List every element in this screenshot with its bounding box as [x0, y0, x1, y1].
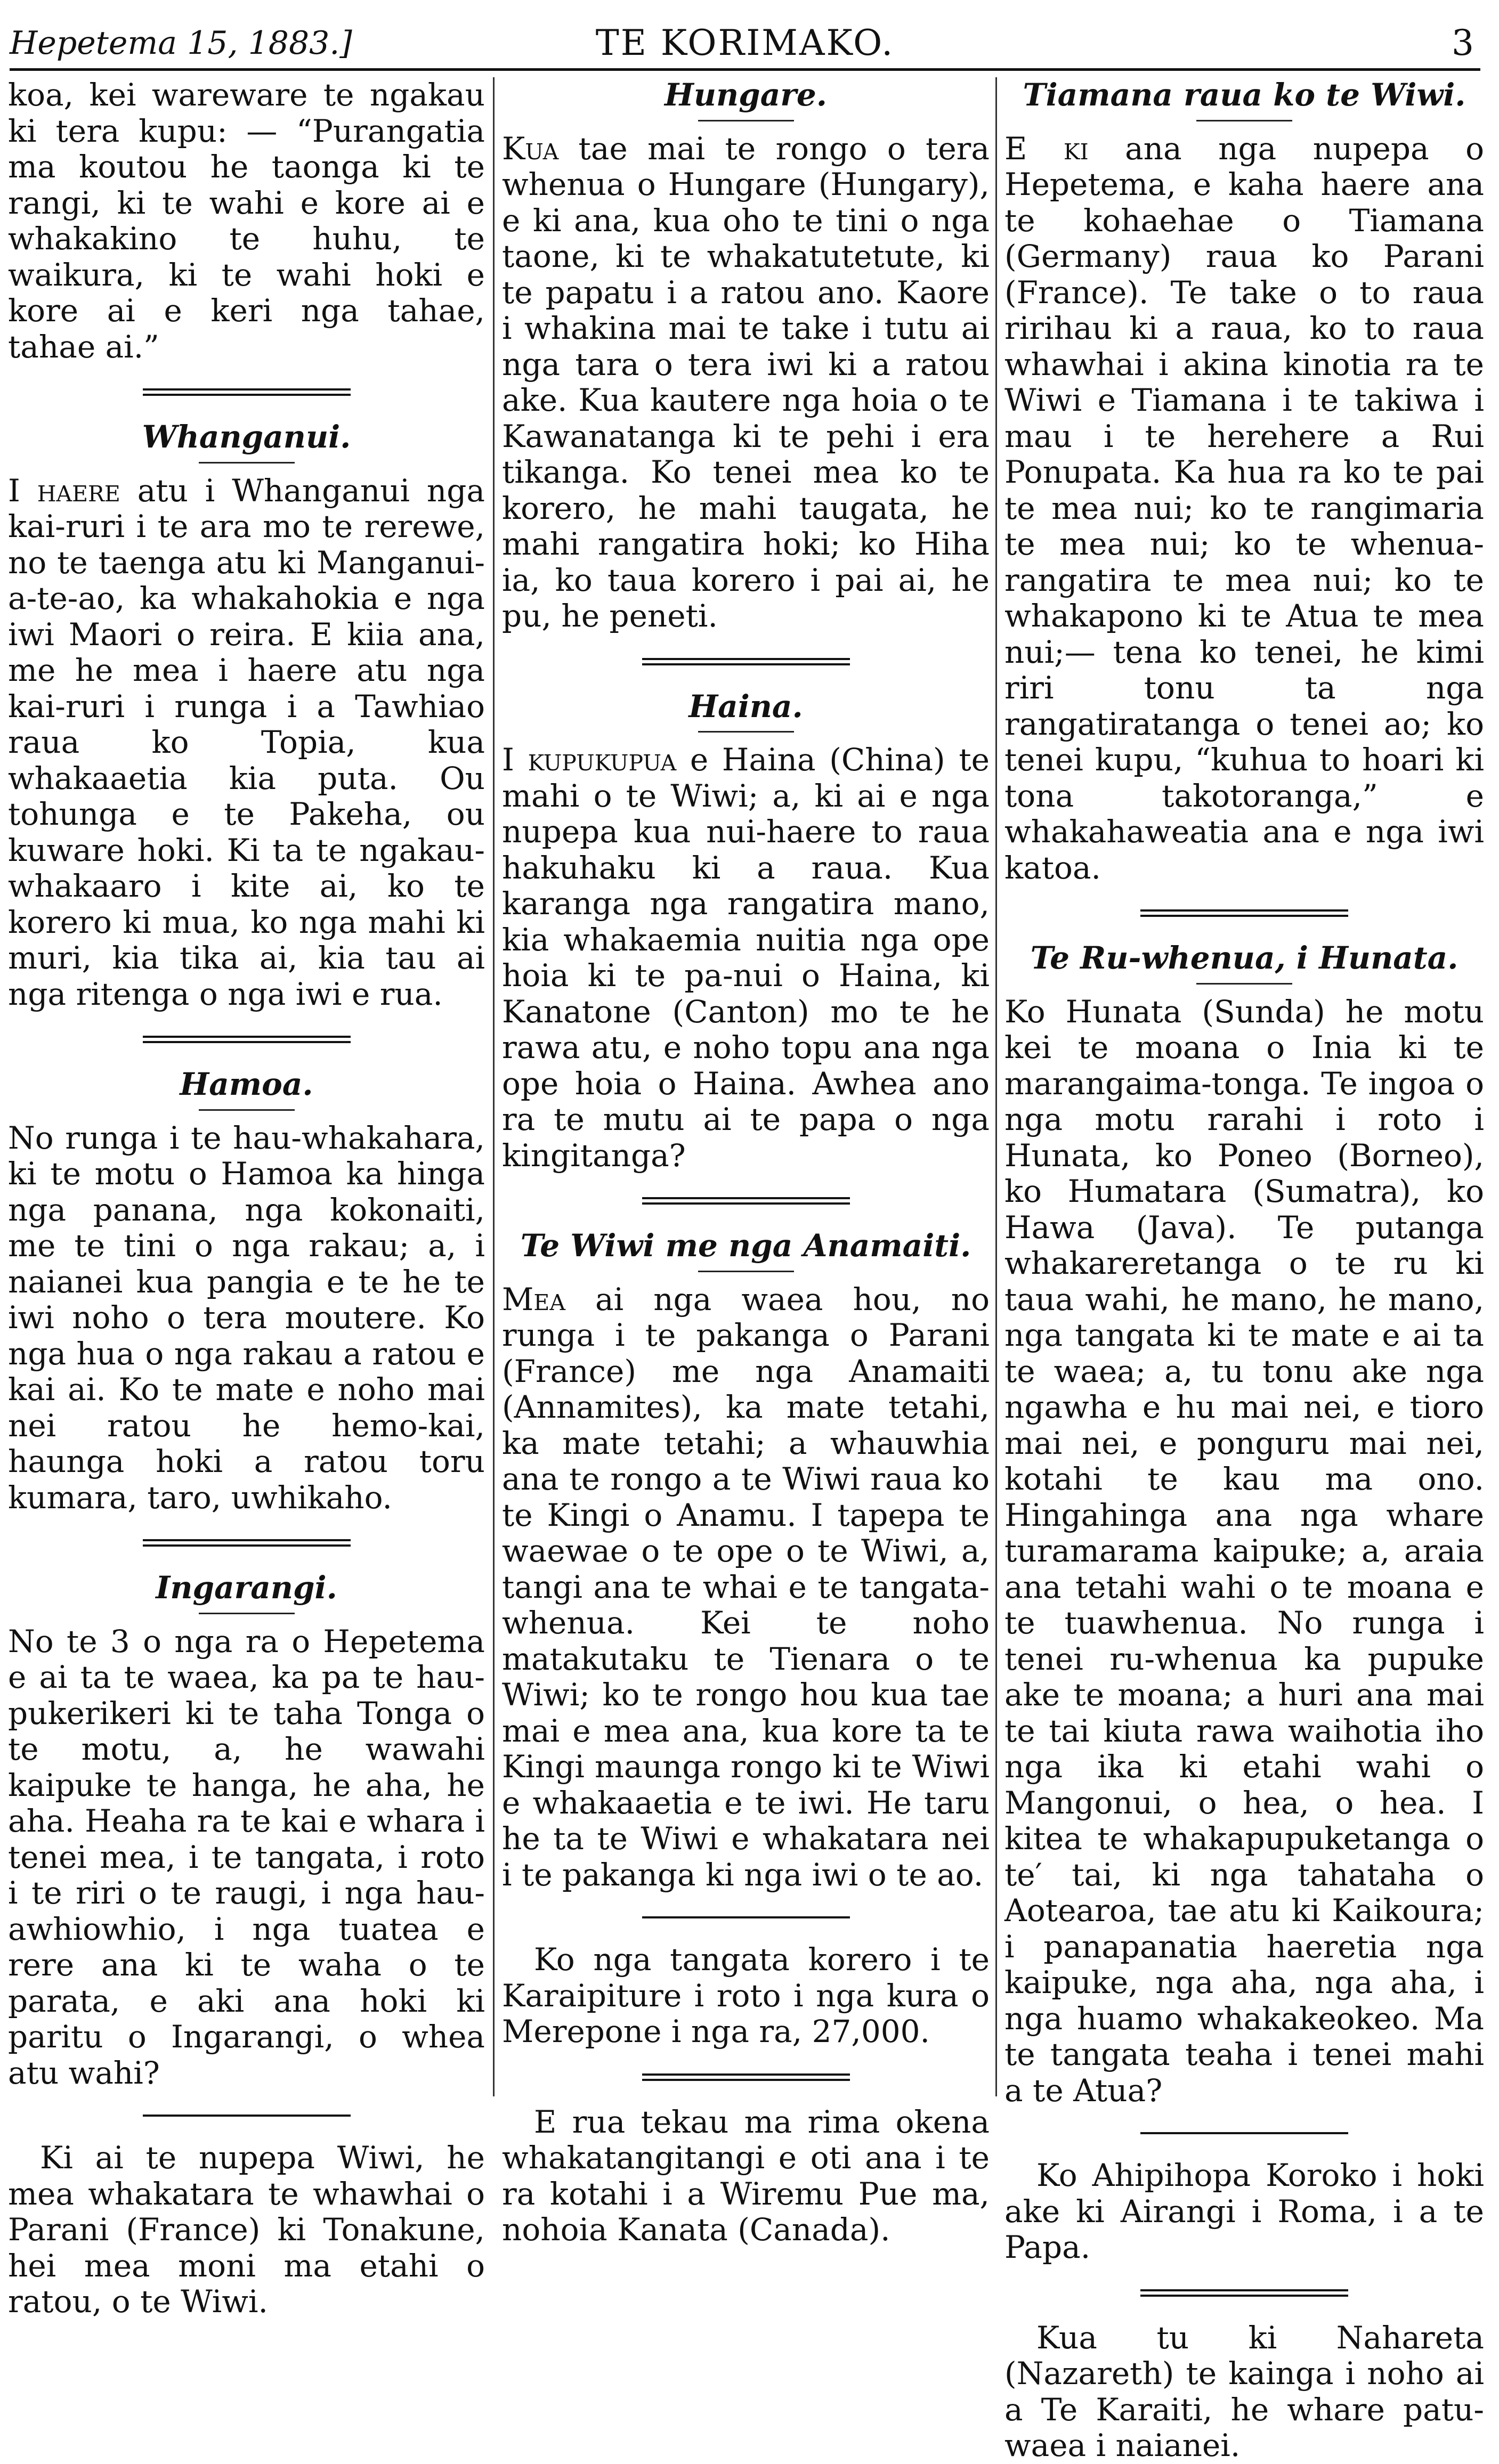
article-paragraph — [8, 473, 485, 1013]
article-paragraph — [1004, 994, 1484, 2109]
article-paragraph — [502, 2104, 990, 2248]
body-text: E rua tekau ma rima okena whakatangitangi e oti ana i te ra kotahi i a Wiremu Pue ma, nohoia Kanata (Canada). — [502, 2103, 990, 2248]
article-paragraph — [502, 742, 990, 1174]
newspaper-title: TE KORIMAKO. — [595, 22, 895, 63]
body-text: e Haina (China) te mahi o te Wiwi; a, ki ai e nga nupepa kua nui-haere to raua hakuhaku ki a raua. Kua karanga nga rangatira mano, kia whakaemia nuitia nga ope hoia ki te pa-nui o Haina, ki Kanatone (Canton) mo te he rawa atu, e noho topu ana nga ope hoia o Haina. Awhea ano ra te mutu ai te papa o nga kingitanga? — [502, 742, 990, 1174]
article-paragraph — [502, 1282, 990, 1893]
column-3 — [1004, 77, 1485, 2463]
body-text: Ko nga tangata korero i te Karaipiture i roto i nga kura o Merepone i nga ra, 27,000. — [502, 1941, 990, 2050]
body-text: No te 3 o nga ra o Hepetema e ai ta te waea, ka pa te hau-pukerikeri ki te taha Tonga o te motu, a, he wawahi kaipuke te hanga, he aha, he aha. Heaha ra te kai e whara i tenei mea, i te tangata, i roto i te riri o te raugi, i nga hau-awhiowhio, i nga tuatea e rere ana ki te waha o te parata, e aki ana hoki ki paritu o Ingarangi, o whea atu wahi? — [8, 1623, 485, 2091]
page-number: 3 — [1452, 22, 1474, 63]
heading-underline — [199, 462, 295, 463]
masthead — [10, 20, 1480, 71]
section-rule — [143, 2115, 351, 2117]
heading-underline — [698, 731, 794, 733]
section-double-rule — [1140, 909, 1348, 917]
heading-underline — [698, 1271, 794, 1272]
section-double-rule — [143, 1036, 351, 1043]
section-rule — [1140, 2132, 1348, 2134]
column-divider — [493, 77, 495, 2096]
body-text: No runga i te hau-whakahara, ki te motu o Hamoa ka hinga nga panana, nga kokonaiti, me te tini o nga rakau; a, i naianei kua pangia e te he te iwi noho o tera moutere. Ko nga hua o nga rakau a ratou e kai ai. Ko te mate e noho mai nei ratou he hemo-kai, haunga hoki a ratou toru kumara, taro, uwhikaho. — [8, 1119, 485, 1516]
body-text: tae mai te rongo o tera whenua o Hungare (Hungary), e ki ana, kua oho te tini o nga taone, ki te whakatutetute, ki te papatu i a ratou ano. Kaore i whakina mai te take i tutu ai nga tara o tera iwi ki a ratou ake. Kua kautere nga hoia o te Kawanatanga ki te pehi i era tikanga. Ko tenei mea ko te korero, he mahi taugata, he mahi rangatira hoki; ko Hiha ia, ko taua korero i pai ai, he pu, he peneti. — [502, 130, 990, 634]
section-rule — [642, 1916, 850, 1918]
article-heading: Hungare. — [665, 77, 827, 113]
body-text: Ki ai te nupepa Wiwi, he mea whakatara te whawhai o Parani (France) ki Tonakune, hei mea moni ma etahi o ratou, o te Wiwi. — [8, 2140, 485, 2320]
article-paragraph — [502, 131, 990, 635]
heading-underline — [1196, 120, 1292, 121]
article-paragraph — [1004, 2320, 1484, 2464]
body-text: koa, kei wareware te ngakau ki tera kupu: — “Purangatia ma koutou he taonga ki te rangi, ki te wahi e kore ai e whakakino te huhu, te waikura, ki te wahi hoki e kore ai e keri nga tahae, tahae ai.” — [8, 77, 485, 365]
section-double-rule — [642, 2073, 850, 2081]
article-heading: Te Wiwi me nga Anamaiti. — [520, 1227, 971, 1264]
body-text: atu i Whanganui nga kai-ruri i te ara mo te rerewe, no te taenga atu ki Manganui-a-te-ao, ka whakahokia e nga iwi Maori o reira. E kiia ana, me he mea i haere atu nga kai-ruri i runga i a Tawhiao raua ko Topia, kua whakaaetia kia puta. Ou tohunga e te Pakeha, ou kuware hoki. Ki ta te ngakau-whakaaro i kite ai, ko te korero ki mua, ko nga mahi ki muri, kia tika ai, kia tau ai nga ritenga o nga iwi e rua. — [8, 472, 485, 1012]
body-text: ana nga nupepa o Hepetema, e kaha haere ana te kohaehae o Tiamana (Germany) raua ko Parani (France). Te take o to raua ririhau ki a raua, ko to raua whawhai i akina kinotia ra te Wiwi e Tiamana i te takiwa i mau i te herehere a Rui Ponupata. Ka hua ra ko te pai te mea nui; ko te rangimaria te mea nui; ko te whenua-rangatira te mea nui; ko te whakapono ki te Atua te mea nui;— tena ko tenei, he kimi riri tonu ta nga rangatiratanga o tenei ao; ko tenei kupu, “kuhua to hoari ki tona takotoranga,” e whakahaweatia ana e nga iwi katoa. — [1004, 130, 1485, 886]
heading-underline — [1196, 983, 1292, 985]
article-heading: Hamoa. — [180, 1066, 313, 1102]
lead-words: Kua — [502, 130, 559, 167]
article-paragraph — [502, 1942, 990, 2050]
body-text: Kua tu ki Nahareta (Nazareth) te kainga i noho ai a Te Karaiti, he whare patu-waea i naianei. — [1004, 2319, 1484, 2463]
lead-words: I haere — [8, 472, 120, 509]
section-double-rule — [642, 658, 850, 665]
article-heading: Ingarangi. — [156, 1570, 337, 1606]
column-2 — [502, 77, 990, 2248]
body-text: Ko Ahipihopa Koroko i hoki ake ki Airangi i Roma, i a te Papa. — [1004, 2157, 1484, 2265]
body-text: Ko Hunata (Sunda) he motu kei te moana o Inia ki te marangaima-tonga. Te ingoa o nga motu rarahi i roto i Hunata, ko Poneo (Borneo), ko Humatara (Sumatra), ko Hawa (Java). Te putanga whakareretanga o te ru ki taua wahi, he mano, he mano, nga tangata ki te mate e ai ta te waea; a, tu tonu ake nga ngawha e hu mai nei, e tioro mai nei, e ponguru mai nei, kotahi te kau ma ono. Hingahinga ana nga whare turamarama kaipuke; a, araia ana tetahi wahi o te moana e te tuawhenua. No runga i tenei ru-whenua ka pupuke ake te moana; a huri ana mai te tai kiuta rawa waihotia iho nga ika ki etahi wahi o Mangonui, o hea, o hea. I kitea te whakapupuketanga o te′ tai, ki nga tahataha o Aotearoa, tae atu ki Kaikoura; i panapanatia haeretia nga kaipuke, nga aha, nga aha, i nga huamo whakakeokeo. Ma te tangata teaha i tenei mahi a te Atua? — [1004, 993, 1484, 2109]
lead-words: Mea — [502, 1281, 565, 1318]
article-heading: Te Ru-whenua, i Hunata. — [1030, 940, 1459, 976]
article-paragraph — [8, 1624, 485, 2092]
article-heading: Whanganui. — [142, 419, 351, 455]
section-double-rule — [143, 388, 351, 396]
heading-underline — [698, 120, 794, 121]
lead-words: I kupukupua — [502, 742, 677, 778]
section-double-rule — [1140, 2289, 1348, 2297]
column-1 — [8, 77, 485, 2320]
body-text: ai nga waea hou, no runga i te pakanga o Parani (France) me nga Anamaiti (Annamites), ka mate tetahi, ka mate tetahi; a whauwhia ana te rongo a te Wiwi raua ko te Kingi o Anamu. I tapepa te waewae o te ope o te Wiwi, a, tangi ana te whai e te tangata-whenua. Kei te noho matakutaku te Tienara o te Wiwi; ko te rongo hou kua tae mai e mea ana, kua kore ta te Kingi maunga rongo ki te Wiwi e whakaaetia e te iwi. He taru he ta te Wiwi e whakatara nei i te pakanga ki nga iwi o te ao. — [502, 1281, 990, 1893]
article-paragraph — [8, 77, 485, 365]
lead-words: E ki — [1004, 130, 1089, 167]
article-paragraph — [8, 1120, 485, 1516]
section-double-rule — [642, 1197, 850, 1205]
heading-underline — [199, 1613, 295, 1614]
heading-underline — [199, 1109, 295, 1111]
article-paragraph — [8, 2140, 485, 2320]
issue-date: Hepetema 15, 1883.] — [10, 25, 352, 62]
column-divider — [995, 77, 997, 2096]
article-paragraph — [1004, 2158, 1484, 2266]
article-heading: Haina. — [688, 688, 803, 725]
article-heading: Tiamana raua ko te Wiwi. — [1023, 77, 1466, 113]
section-double-rule — [143, 1539, 351, 1547]
article-paragraph — [1004, 131, 1484, 887]
